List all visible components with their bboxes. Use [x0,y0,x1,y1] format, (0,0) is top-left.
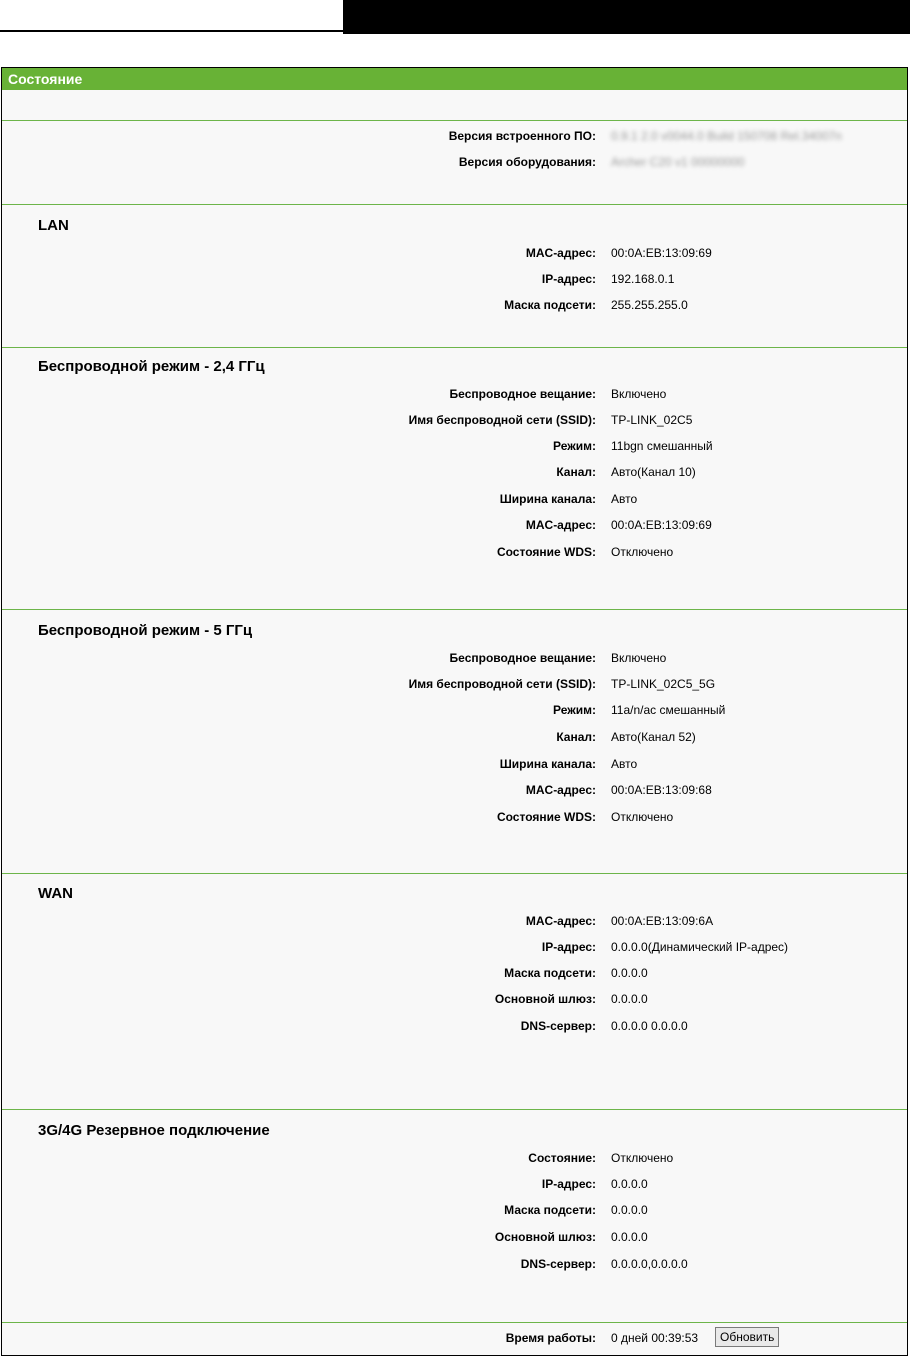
wifi24-row [2,436,907,456]
wifi5-row [2,648,907,668]
row-label: Ширина канала: [499,757,596,771]
wifi24-row [2,515,907,535]
row-label: IP-адрес: [541,940,596,954]
wifi5-row [2,700,907,720]
row-label: Маска подсети: [504,966,596,980]
row-label: Состояние WDS: [496,810,596,824]
wifi5-row [2,727,907,747]
document-header-bar [0,0,910,34]
uptime-row [2,1328,907,1348]
row-label: IP-адрес: [541,272,596,286]
section-title-lan: LAN [38,217,69,234]
row-label: IP-адрес: [541,1177,596,1191]
row-value: 0.0.0.0,0.0.0.0 [611,1257,688,1271]
row-value: TP-LINK_02C5_5G [611,677,716,691]
row-label: Маска подсети: [504,298,596,312]
wan-row [2,963,907,983]
section-title-wan: WAN [38,885,73,902]
firmware-value: 0.9.1 2.0 v0044.0 Build 150708 Rel.34007n [611,129,842,143]
row-value: 0.0.0.0 [611,966,648,980]
row-label: Ширина канала: [499,492,596,506]
hardware-label: Версия оборудования: [458,155,596,169]
wifi24-row [2,462,907,482]
separator [2,1109,907,1110]
row-label: Беспроводное вещание: [449,651,596,665]
row-label: Состояние WDS: [496,545,596,559]
row-value: Включено [611,387,667,401]
separator [2,120,907,121]
separator [2,1322,907,1323]
row-value: 192.168.0.1 [611,272,675,286]
row-value: 255.255.255.0 [611,298,688,312]
row-value: 00:0A:EB:13:09:6A [611,914,714,928]
firmware-label: Версия встроенного ПО: [448,129,596,143]
lan-row [2,243,907,263]
lan-row [2,269,907,289]
panel-title: Состояние [2,68,907,90]
backup-row [2,1148,907,1168]
wan-row [2,937,907,957]
uptime-value: 0 дней 00:39:53 [611,1331,699,1345]
row-label: MAC-адрес: [525,914,596,928]
row-value: 11a/n/ac смешанный [611,703,726,717]
section-title-wifi5: Беспроводной режим - 5 ГГц [38,622,253,639]
row-value: 0.0.0.0 [611,1177,648,1191]
separator [2,204,907,205]
wan-row [2,911,907,931]
section-title-wifi24: Беспроводной режим - 2,4 ГГц [38,358,265,375]
row-label: Канал: [556,730,596,744]
wifi5-row [2,780,907,800]
row-value: 0.0.0.0 [611,1230,648,1244]
row-label: Имя беспроводной сети (SSID): [408,677,596,691]
row-value: TP-LINK_02C5 [611,413,693,427]
row-value: 00:0A:EB:13:09:69 [611,518,712,532]
hardware-value: Archer C20 v1 00000000 [611,155,745,169]
separator [2,347,907,348]
section-title-backup: 3G/4G Резервное подключение [38,1122,270,1139]
separator [2,873,907,874]
row-value: Включено [611,651,667,665]
uptime-label: Время работы: [505,1331,596,1345]
refresh-button[interactable]: Обновить [715,1327,779,1347]
row-label: Состояние: [528,1151,596,1165]
wifi24-row [2,384,907,404]
row-value: 00:0A:EB:13:09:68 [611,783,712,797]
row-value: Авто(Канал 52) [611,730,696,744]
status-panel [1,67,908,1356]
row-label: DNS-сервер: [520,1257,596,1271]
row-value: Авто [611,492,638,506]
wifi24-row [2,410,907,430]
row-value: Авто(Канал 10) [611,465,696,479]
row-label: Основной шлюз: [494,1230,596,1244]
row-label: Маска подсети: [504,1203,596,1217]
wifi5-row [2,754,907,774]
row-label: MAC-адрес: [525,518,596,532]
row-label: Основной шлюз: [494,992,596,1006]
row-value: Авто [611,757,638,771]
firmware-row [2,126,907,146]
header-black-block [343,0,910,34]
row-value: 00:0A:EB:13:09:69 [611,246,712,260]
row-label: MAC-адрес: [525,783,596,797]
backup-row [2,1174,907,1194]
wifi5-row [2,807,907,827]
row-label: Имя беспроводной сети (SSID): [408,413,596,427]
lan-row [2,295,907,315]
row-label: Режим: [553,439,596,453]
backup-row [2,1227,907,1247]
row-label: MAC-адрес: [525,246,596,260]
backup-row [2,1200,907,1220]
row-label: DNS-сервер: [520,1019,596,1033]
row-label: Беспроводное вещание: [449,387,596,401]
separator [2,609,907,610]
wifi24-row [2,542,907,562]
wifi5-row [2,674,907,694]
row-value: 11bgn смешанный [611,439,713,453]
backup-row [2,1254,907,1274]
row-value: 0.0.0.0 [611,1203,648,1217]
row-value: 0.0.0.0 [611,992,648,1006]
row-value: Отключено [611,1151,674,1165]
wifi24-row [2,489,907,509]
row-value: 0.0.0.0 0.0.0.0 [611,1019,688,1033]
wan-row [2,1016,907,1036]
row-label: Канал: [556,465,596,479]
row-value: Отключено [611,545,674,559]
row-label: Режим: [553,703,596,717]
hardware-row [2,152,907,172]
row-value: Отключено [611,810,674,824]
row-value: 0.0.0.0(Динамический IP-адрес) [611,940,789,954]
header-left-rule [0,0,343,32]
wan-row [2,989,907,1009]
